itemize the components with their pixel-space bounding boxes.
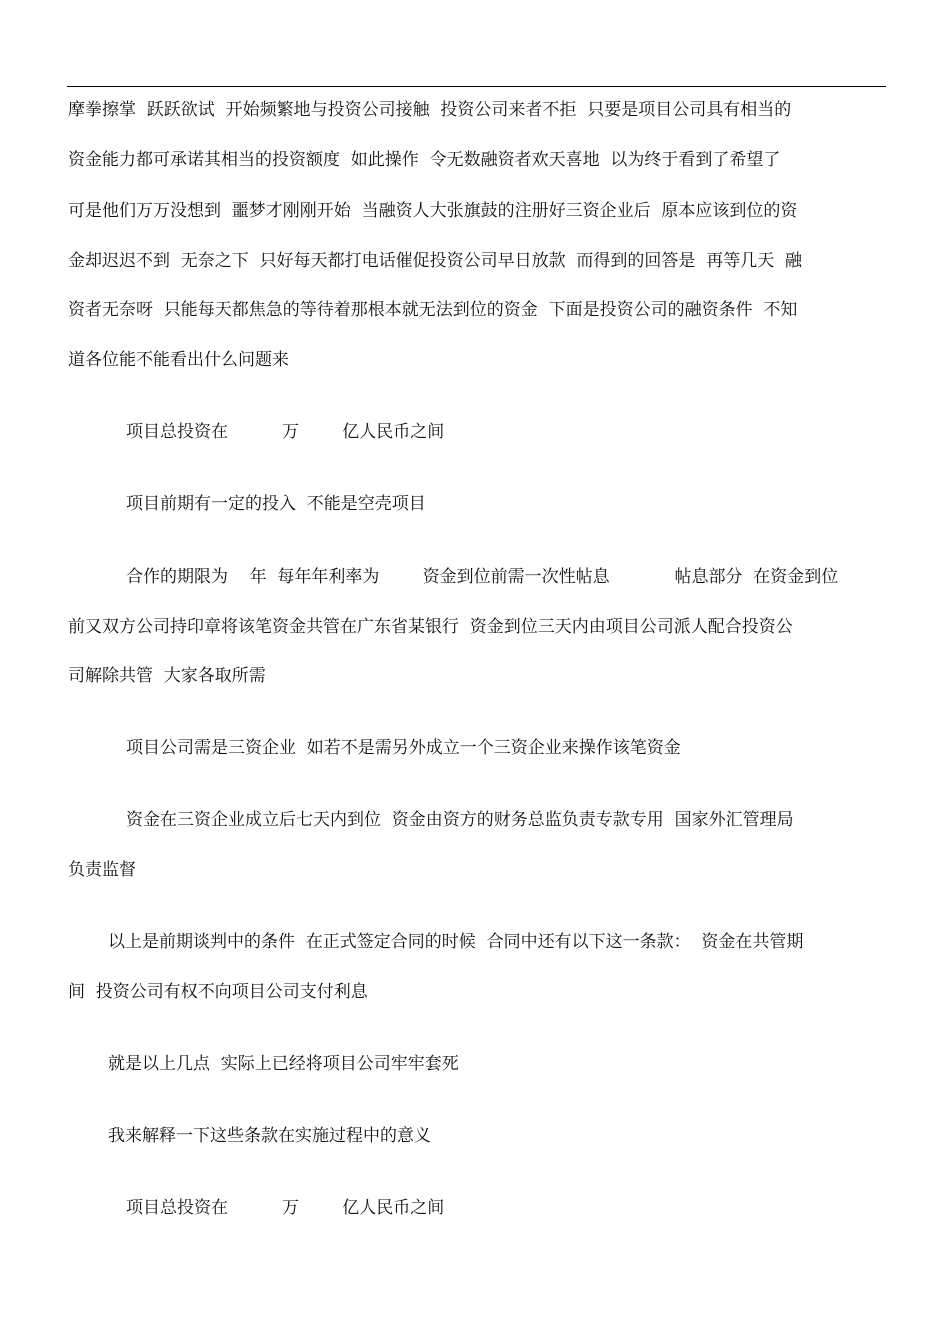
intro-line-2: 资金能力都可承诺其相当的投资额度 如此操作 令无数融资者欢天喜地 以为终于看到了希望了 <box>68 150 781 170</box>
header-rule <box>67 86 886 87</box>
condition-5-line-2: 负责监督 <box>68 860 136 880</box>
intro-line-1: 摩拳擦掌 跃跃欲试 开始频繁地与投资公司接触 投资公司来者不拒 只要是项目公司具有相当的 <box>68 100 792 120</box>
condition-3-line-3: 司解除共管 大家各取所需 <box>68 666 266 686</box>
contract-line-1: 以上是前期谈判中的条件 在正式签定合同的时候 合同中还有以下这一条款： 资金在共管期 <box>108 932 804 952</box>
condition-3-line-1: 合作的期限为 年 每年年利率为 资金到位前需一次性帖息 帖息部分 在资金到位 <box>126 567 839 587</box>
summary-line: 就是以上几点 实际上已经将项目公司牢牢套死 <box>108 1054 459 1074</box>
condition-3-line-2: 前又双方公司持印章将该笔资金共管在广东省某银行 资金到位三天内由项目公司派人配合投资公 <box>68 617 793 637</box>
condition-1: 项目总投资在 万 亿人民币之间 <box>126 422 445 442</box>
intro-line-6: 道各位能不能看出什么问题来 <box>68 350 289 370</box>
explain-line: 我来解释一下这些条款在实施过程中的意义 <box>108 1126 431 1146</box>
condition-4: 项目公司需是三资企业 如若不是需另外成立一个三资企业来操作该笔资金 <box>126 738 681 758</box>
intro-line-5: 资者无奈呀 只能每天都焦急的等待着那根本就无法到位的资金 下面是投资公司的融资条件 不知 <box>68 300 798 320</box>
contract-line-2: 间 投资公司有权不向项目公司支付利息 <box>68 982 368 1002</box>
repeat-condition-1: 项目总投资在 万 亿人民币之间 <box>126 1198 445 1218</box>
condition-2: 项目前期有一定的投入 不能是空壳项目 <box>126 494 426 514</box>
intro-line-4: 金却迟迟不到 无奈之下 只好每天都打电话催促投资公司早日放款 而得到的回答是 再等几天 融 <box>68 251 803 271</box>
intro-line-3: 可是他们万万没想到 噩梦才刚刚开始 当融资人大张旗鼓的注册好三资企业后 原本应该到位的资 <box>68 201 798 221</box>
condition-5-line-1: 资金在三资企业成立后七天内到位 资金由资方的财务总监负责专款专用 国家外汇管理局 <box>126 810 794 830</box>
